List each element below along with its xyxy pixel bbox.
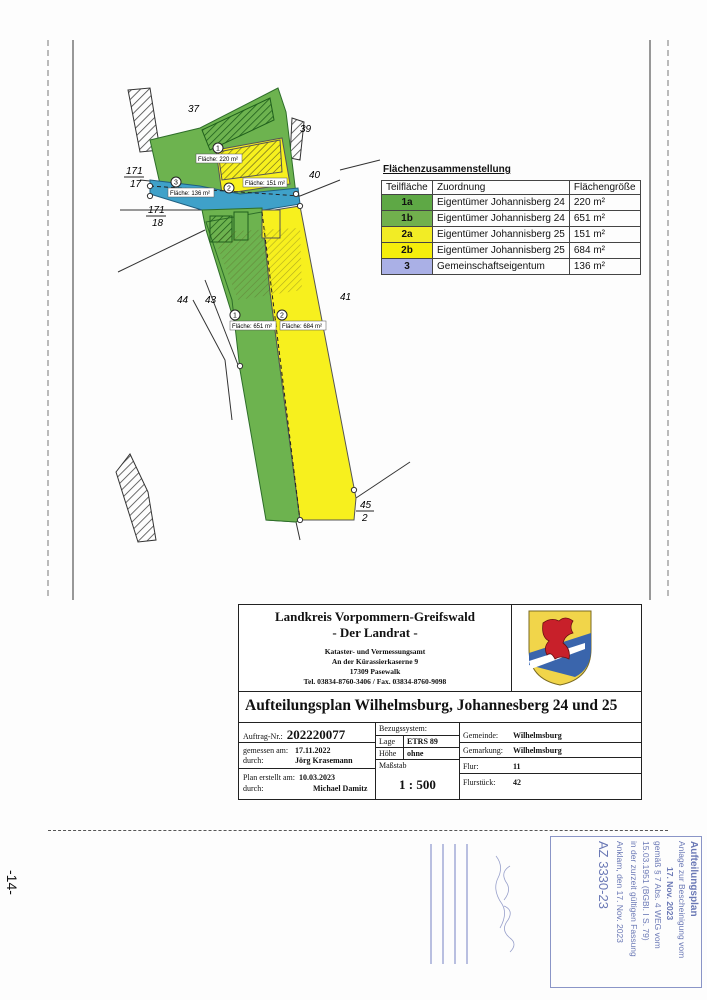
area-label: Fläche: 651 m²: [232, 324, 273, 330]
created-by: Michael Damitz: [313, 784, 368, 793]
summary-row: [382, 211, 641, 227]
summary-title: Flächenzusammenstellung: [383, 164, 511, 175]
area-label: Fläche: 220 m²: [198, 157, 239, 163]
position-value: ETRS 89: [407, 737, 438, 746]
owner-cell: Eigentümer Johannisberg 24: [433, 195, 570, 211]
parcel-number: 43: [205, 295, 217, 306]
position-label: Lage: [379, 737, 395, 746]
certification-stamp: [550, 836, 702, 988]
parcel-number: 44: [177, 295, 189, 306]
area-label: Fläche: 136 m²: [170, 191, 211, 197]
boundary-point: [147, 183, 152, 188]
fraction-171-18: [146, 205, 166, 229]
stamp-place-date: Anklam, den 17. Nov. 2023: [615, 841, 625, 943]
area-label: Fläche: 684 m²: [282, 324, 323, 330]
part-cell: 1b: [382, 211, 433, 227]
part-cell: 2a: [382, 227, 433, 243]
parcel: 42: [513, 778, 521, 787]
boundary-45: [356, 462, 410, 498]
marker-label: 3: [174, 179, 178, 187]
height-label: Höhe: [379, 749, 397, 758]
part-cell: 3: [382, 259, 433, 275]
summary-row: [382, 227, 641, 243]
svg-text:171: 171: [148, 205, 165, 216]
stamp-date: 17. Nov. 2023: [665, 867, 675, 921]
boundary-point: [237, 363, 242, 368]
measured-date: 17.11.2022: [295, 746, 331, 755]
parcel-number: 37: [188, 104, 200, 115]
fraction-45-2: [356, 500, 374, 524]
boundary-44-a: [118, 230, 205, 272]
municipality-label: Gemeinde:: [463, 731, 499, 740]
stamp-line3: gemäß § 7 Abs. 4 WEG vom: [653, 841, 663, 949]
part-cell: 2b: [382, 243, 433, 259]
parcel-number: 39: [300, 124, 312, 135]
boundary-bottom: [296, 522, 300, 540]
fraction-171-17: [124, 166, 144, 190]
summary-row: [382, 259, 641, 275]
marker-label: 2: [280, 312, 284, 320]
area-label: Fläche: 151 m²: [245, 181, 286, 187]
created-by-label: durch:: [243, 784, 264, 793]
part-cell: 1a: [382, 195, 433, 211]
stamp-line1: Aufteilungsplan: [688, 841, 699, 917]
district: Wilhelmsburg: [513, 746, 562, 755]
area-cell: 651 m²: [569, 211, 640, 227]
municipality: Wilhelmsburg: [513, 731, 562, 740]
boundary-point: [297, 203, 302, 208]
plan-title: Aufteilungsplan Wilhelmsburg, Johannesberg 24 und 25: [245, 697, 618, 714]
height-value: ohne: [407, 749, 424, 758]
header-cell: Flächengröße: [569, 181, 640, 195]
svg-text:18: 18: [152, 218, 164, 229]
ref-system-label: Bezugssystem:: [379, 724, 427, 733]
boundary-point: [293, 191, 298, 196]
authority-name: Landkreis Vorpommern-Greifswald: [275, 609, 475, 624]
area-cell: 684 m²: [569, 243, 640, 259]
header-cell: Teilfläche: [382, 181, 433, 195]
summary-table: [381, 180, 641, 275]
frame-bottom: [48, 830, 668, 831]
measured-label: gemessen am:: [243, 746, 289, 755]
svg-text:45: 45: [360, 500, 372, 511]
district-label: Gemarkung:: [463, 746, 503, 755]
svg-text:2: 2: [362, 513, 368, 524]
authority-sub: - Der Landrat -: [332, 625, 418, 640]
page-number: -14-: [4, 870, 20, 895]
boundary-40: [300, 180, 340, 196]
boundary-point: [147, 193, 152, 198]
owner-cell: Gemeinschaftseigentum: [433, 259, 570, 275]
created-label: Plan erstellt am:: [243, 773, 295, 782]
svg-text:171: 171: [126, 166, 143, 177]
header-cell: Zuordnung: [433, 181, 570, 195]
neighbour-building-bottom: [116, 454, 156, 542]
office-name: Kataster- und Vermessungsamt: [324, 647, 426, 656]
by-label: durch:: [243, 756, 264, 765]
parcel-number: 40: [309, 170, 321, 181]
created-date: 10.03.2023: [299, 773, 335, 782]
stamp-line4: 15.03.1951 (BGBl. I S. 79): [641, 841, 651, 941]
scale-value: 1 : 500: [399, 777, 436, 792]
marker-label: 1: [233, 312, 237, 320]
area-cell: 220 m²: [569, 195, 640, 211]
parcel-label: Flurstück:: [463, 778, 496, 787]
office-street: An der Kürassierkaserne 9: [331, 657, 419, 666]
summary-header-row: [382, 181, 641, 195]
marker-label: 2: [227, 185, 231, 193]
parcel-number: 41: [340, 292, 352, 303]
marker-label: 1: [216, 145, 220, 153]
summary-row: [382, 195, 641, 211]
flur-label: Flur:: [463, 762, 479, 771]
boundary-point: [297, 517, 302, 522]
owner-cell: Eigentümer Johannisberg 25: [433, 227, 570, 243]
area-cell: 136 m²: [569, 259, 640, 275]
stamp-line2: Anlage zur Bescheinigung vom: [677, 841, 687, 959]
summary-row: [382, 243, 641, 259]
flur: 11: [513, 762, 521, 771]
stamp-line5: in der zurzeit gültigen Fassung: [629, 841, 639, 957]
boundary-40b: [340, 160, 380, 170]
order-label: Auftrag-Nr.:: [243, 732, 283, 741]
owner-cell: Eigentümer Johannisberg 24: [433, 211, 570, 227]
measured-by: Jörg Krasemann: [295, 756, 353, 765]
stamp-file-no: AZ 3330-23: [596, 841, 611, 909]
order-number: 202220077: [286, 727, 346, 742]
owner-cell: Eigentümer Johannisberg 25: [433, 243, 570, 259]
boundary-point: [351, 487, 356, 492]
svg-text:17: 17: [130, 179, 142, 190]
boundary-44-b: [193, 300, 232, 420]
office-contact: Tel. 03834-8760-3406 / Fax. 03834-8760-9098: [303, 677, 447, 686]
title-block: [238, 604, 642, 800]
coat-of-arms: [525, 609, 595, 687]
signature-seal: [400, 836, 540, 986]
office-city: 17309 Pasewalk: [349, 667, 401, 676]
area-cell: 151 m²: [569, 227, 640, 243]
scale-label: Maßstab: [379, 761, 407, 770]
